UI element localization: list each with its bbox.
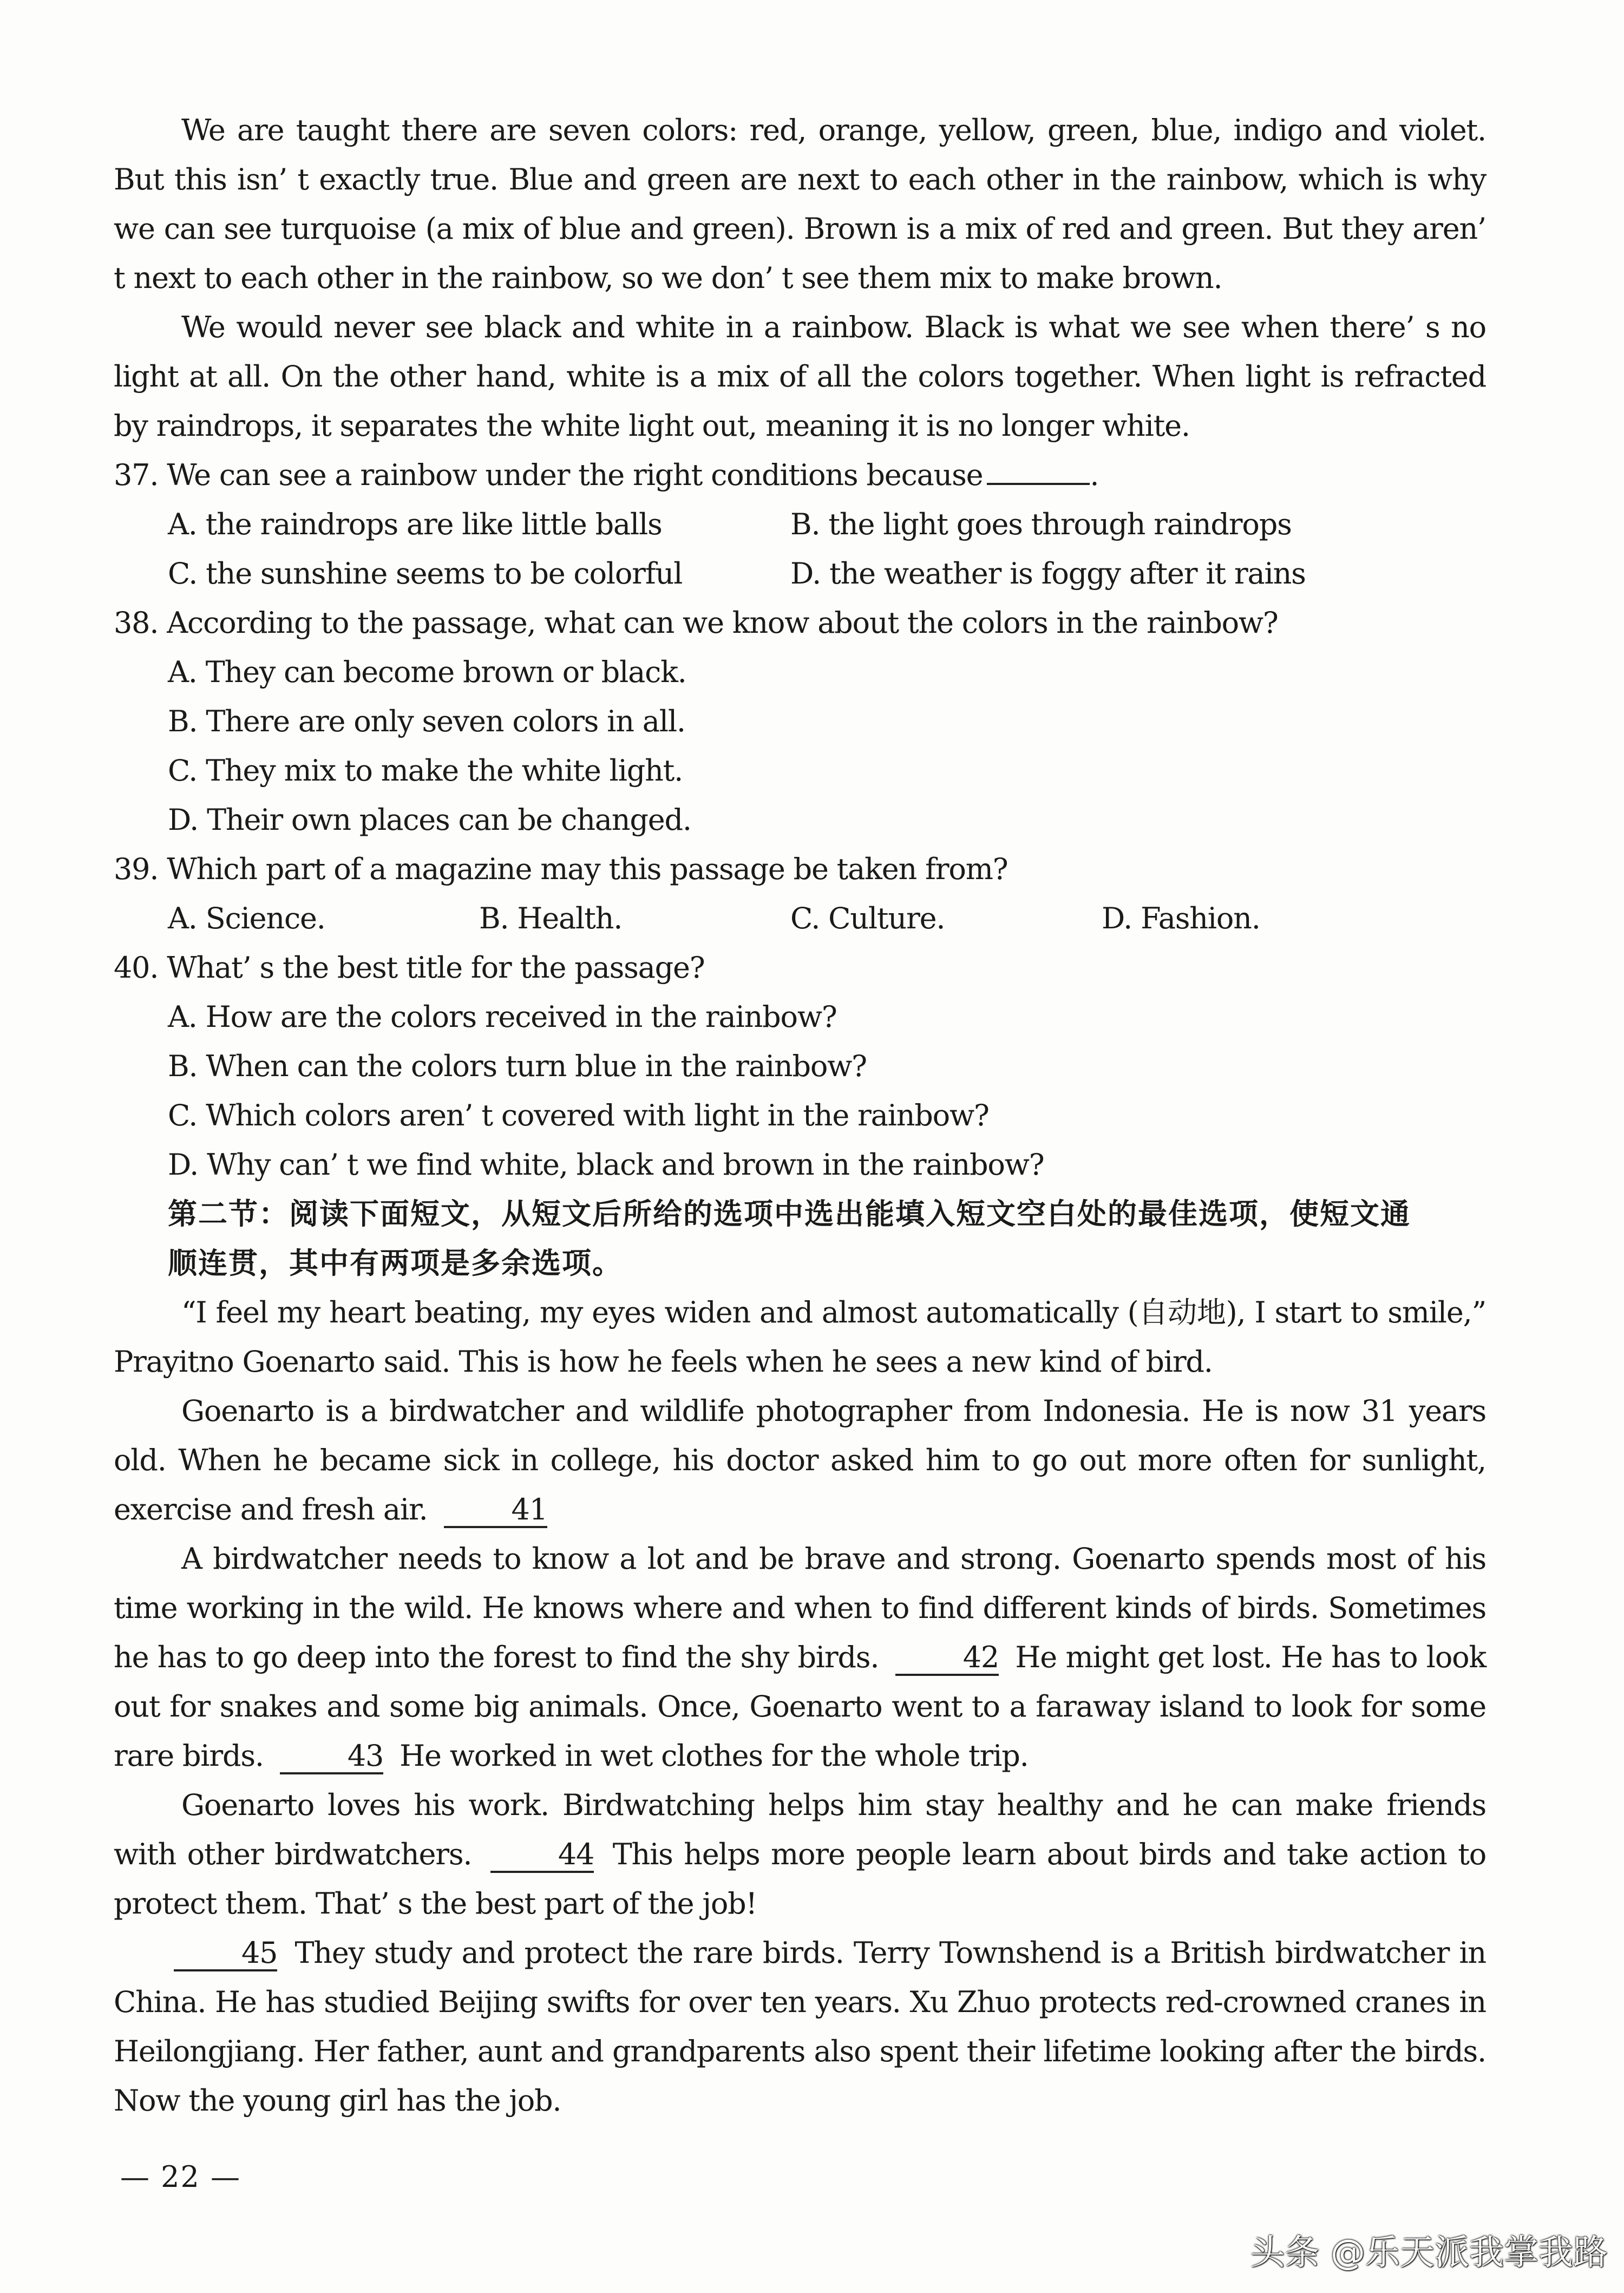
passage1-paragraph: We are taught there are seven colors: red, orange, yellow, green, blue, indigo and violet. But this isn’ t exactly true. Blue and green are next to each other in the rainbow, which is why we can see turquoise (a mix of blue and green). Brown is a mix of red and green. But they aren’ t next to each other in the rainbow, so we don’ t see them mix to make brown. [114, 113, 1486, 295]
option-row [114, 894, 1486, 943]
passage2-paragraph [114, 1386, 1486, 1534]
paragraph-text: Goenarto loves his work. Birdwatching helps him stay healthy and he can make friends with other birdwatchers. [114, 1788, 1486, 1871]
page-number: — 22 — [120, 2160, 241, 2194]
option-d: D. Their own places can be changed. [168, 803, 691, 837]
option-c: C. Which colors aren’ t covered with light in the rainbow? [168, 1098, 989, 1132]
option-b: B. There are only seven colors in all. [168, 704, 685, 738]
watermark: 头条 @乐天派我掌我路 [1250, 2233, 1608, 2273]
section-heading: 第二节：阅读下面短文，从短文后所给的选项中选出能填入短文空白处的最佳选项，使短文通 [168, 1197, 1411, 1231]
option-row [114, 500, 1486, 549]
paragraph-text: He worked in wet clothes for the whole trip. [400, 1739, 1029, 1773]
paragraph-text: Goenarto is a birdwatcher and wildlife photographer from Indonesia. He is now 31 years old. When he became sick in college, his doctor asked him to go out more often for sunlight, exercise and fresh air. [114, 1394, 1486, 1527]
page-content [114, 106, 1486, 2125]
paragraph-text: This helps more people learn about birds and take action to protect them. That’ s the best part of the job! [114, 1837, 1487, 1921]
blank-44: 44 [490, 1838, 594, 1873]
passage2-paragraph [114, 1780, 1486, 1928]
option-b: B. the light goes through raindrops [790, 507, 1292, 541]
option-a: A. How are the colors received in the rainbow? [168, 1000, 837, 1034]
blank-45: 45 [174, 1937, 277, 1971]
option-c: C. They mix to make the white light. [168, 754, 683, 788]
question-38: 38. According to the passage, what can we know about the colors in the rainbow? [114, 606, 1278, 640]
blank-43: 43 [280, 1740, 383, 1774]
paragraph-text: A birdwatcher needs to know a lot and be brave and strong. Goenarto spends most of his time working in the wild. He knows where and when to find different kinds of birds. Sometimes he has to go deep into the forest to find the shy birds. [114, 1542, 1486, 1674]
paragraph-text: They study and protect the rare birds. Terry Townshend is a British birdwatcher in China. He has studied Beijing swifts for over ten years. Xu Zhuo protects red-crowned cranes in Heilongjiang. Her father, aunt and grandparents also spent their lifetime looking after the birds. Now the young girl has the job. [114, 1936, 1486, 2118]
section-heading: 顺连贯，其中有两项是多余选项。 [168, 1246, 623, 1280]
answer-blank [987, 461, 1090, 485]
passage2-paragraph [114, 1928, 1486, 2125]
paragraph-text: He might get lost. He has to look out for snakes and some big animals. Once, Goenarto went to a faraway island to look for some rare birds. [114, 1640, 1487, 1773]
option-b: B. Health. [479, 901, 623, 935]
option-a: A. Science. [168, 901, 325, 935]
question-37 [114, 450, 1486, 500]
option-d: D. Why can’ t we find white, black and brown in the rainbow? [168, 1148, 1044, 1182]
punctuation: . [1090, 458, 1099, 492]
option-c: C. the sunshine seems to be colorful [168, 556, 683, 591]
option-row [114, 549, 1486, 598]
blank-41: 41 [444, 1493, 547, 1528]
question-stem: 37. We can see a rainbow under the right conditions because [114, 458, 983, 492]
passage2-paragraph: “I feel my heart beating, my eyes widen and almost automatically (自动地), I start to smile,” Prayitno Goenarto said. This is how he feels when he sees a new kind of bird. [114, 1295, 1486, 1379]
option-a: A. They can become brown or black. [168, 655, 686, 689]
question-39: 39. Which part of a magazine may this passage be taken from? [114, 852, 1008, 886]
option-a: A. the raindrops are like little balls [168, 507, 662, 541]
option-d: D. Fashion. [1102, 901, 1260, 935]
option-c: C. Culture. [790, 901, 945, 935]
option-b: B. When can the colors turn blue in the rainbow? [168, 1049, 867, 1083]
passage2-paragraph [114, 1534, 1486, 1780]
question-40: 40. What’ s the best title for the passage? [114, 951, 705, 985]
passage1-paragraph: We would never see black and white in a rainbow. Black is what we see when there’ s no light at all. On the other hand, white is a mix of all the colors together. When light is refracted by raindrops, it separates the white light out, meaning it is no longer white. [114, 310, 1486, 443]
option-d: D. the weather is foggy after it rains [790, 556, 1306, 591]
blank-42: 42 [895, 1641, 999, 1676]
